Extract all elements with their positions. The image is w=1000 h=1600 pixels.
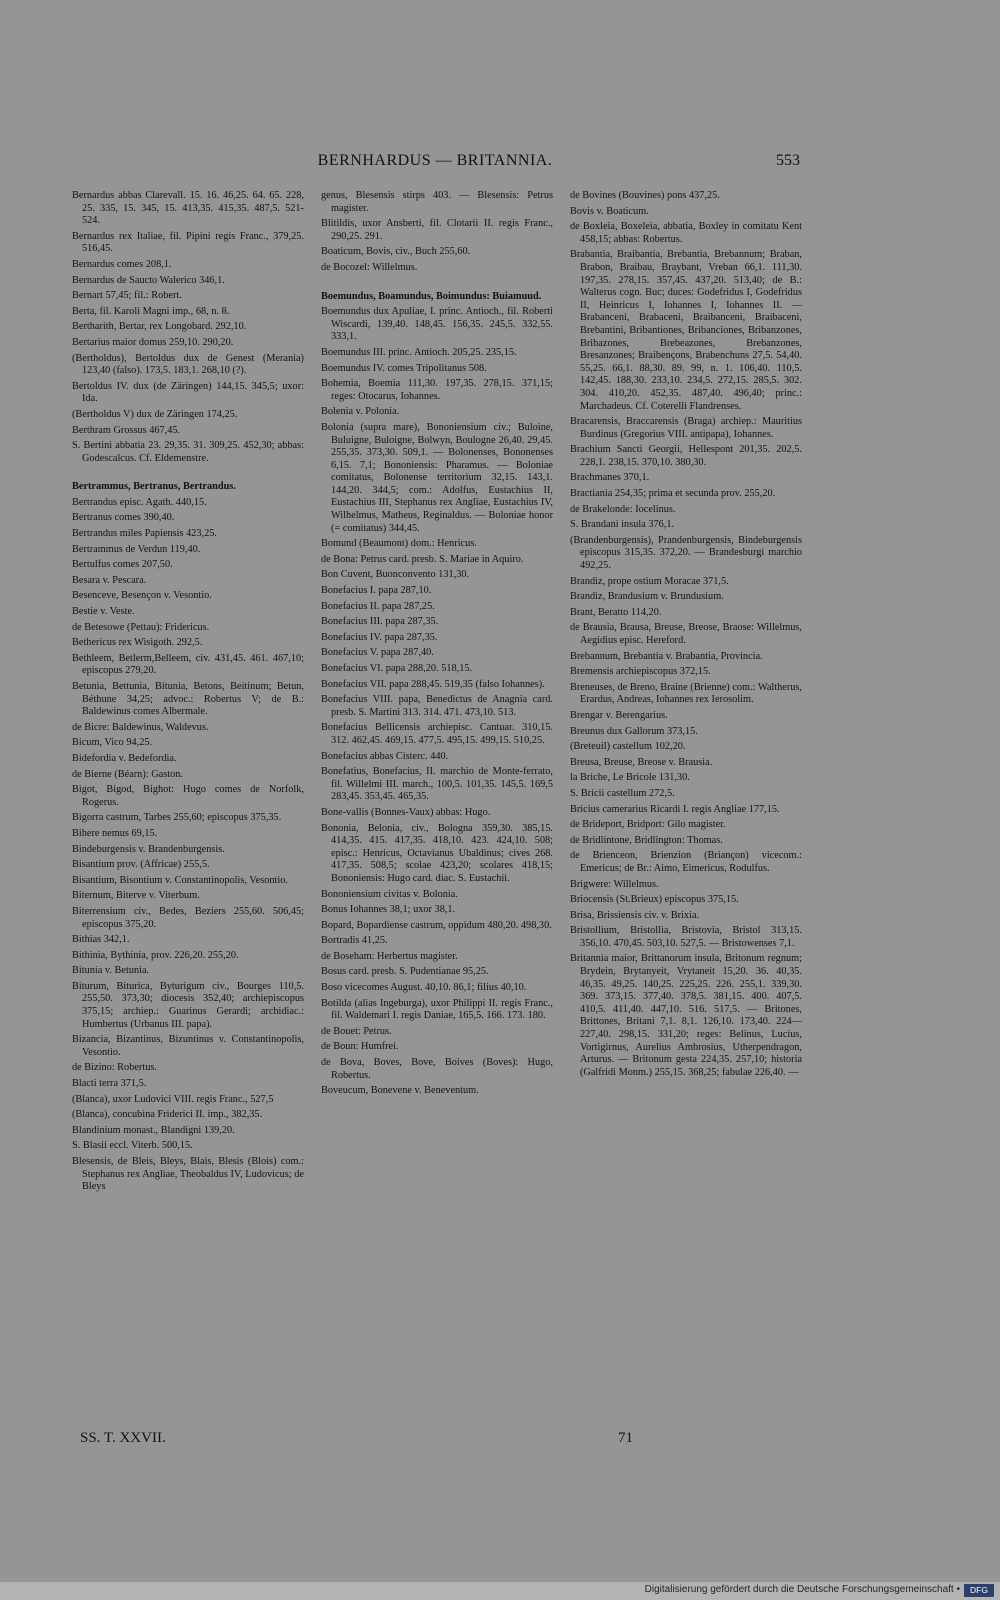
index-entry: de Boseham: Herbertus magister. (321, 950, 458, 962)
funding-text: Digitalisierung gefördert durch die Deutsche Forschungsgemeinschaft • (644, 1584, 960, 1595)
index-entry: Bremensis archiepiscopus 372,15. (570, 666, 711, 678)
index-entry: Bigorra castrum, Tarbes 255,60; episcopus 375,35. (72, 812, 282, 824)
index-columns (72, 190, 802, 1440)
index-entry: Biterrensium civ., Bedes, Beziers 255,60. 506,45; episcopus 375,20. (72, 905, 304, 930)
index-entry: Blandinium monast., Blandigni 139,20. (72, 1124, 235, 1136)
index-entry: de Brideport, Bridport: Gilo magister. (570, 819, 726, 831)
index-entry: de Bizino: Robertus. (72, 1062, 157, 1074)
index-entry: (Bertholdus V) dux de Zäringen 174,25. (72, 408, 238, 420)
index-entry: Bernardus abbas Clarevall. 15. 16. 46,25. 64. 65. 228, 25. 335, 15. 345, 15. 413,35. 415,35. 487,5. 521- 524. (72, 190, 304, 227)
index-entry: Brandiz, Brandusium v. Brundusium. (570, 591, 724, 603)
index-entry: Bisantium, Bisontium v. Constantinopolis, Vesontio. (72, 874, 288, 886)
index-entry: Boveucum, Bonevene v. Beneventum. (321, 1085, 479, 1097)
index-entry: genus, Blesensis stirps 403. — Blesensis: Petrus magister. (321, 190, 553, 214)
index-entry: Breunus dux Gallorum 373,15. (570, 725, 698, 737)
index-entry: Bertharith, Bertar, rex Longobard. 292,10. (72, 321, 247, 333)
page-number: 553 (776, 152, 800, 169)
index-entry: de Bridlintone, Bridlington: Thomas. (570, 834, 723, 846)
index-entry: Bononia, Belonia, civ., Bologna 359,30. 385,15. 414,35. 415. 417,35. 418,10. 423. 424,10. 508; episc.: Henricus, Octavianus Ubaldinus; cives 268. 417,35. 508,5; scolae 423,20; scolares 418,15; Bononiensis: Hugo card. diac. S. Eustachii. (321, 822, 553, 884)
index-entry: Biturum, Biturica, Byturigum civ., Bourges 110,5. 255,50. 373,30; diocesis 352,40; archiepiscopus 375,15; archiep.: Guarinus Gerardi; archidiac.: Humbertus (Urbanus III. papa). (72, 980, 304, 1030)
index-entry: Bonefacius Bellicensis archiepisc. Cantuar. 310,15. 312. 462,45. 469,15. 477,5. 495,15. 499,15. 510,25. (321, 722, 553, 746)
index-entry: Bracarensis, Braccarensis (Braga) archiep.: Mauritius Burdinus (Gregorius VIII. antipapa), Iohannes. (570, 416, 802, 440)
index-entry: Bihere nemus 69,15. (72, 827, 158, 839)
index-entry: Brisa, Brissiensis civ. v. Brixia. (570, 909, 700, 921)
index-entry: Bernardus comes 208,1. (72, 258, 172, 270)
index-entry: Bone-vallis (Bonnes-Vaux) abbas: Hugo. (321, 806, 491, 818)
index-entry: de Boxleia, Boxeleia, abbatia, Boxley in comitatu Kent 458,15; abbas: Robertus. (570, 221, 802, 245)
index-entry: Besara v. Pescara. (72, 574, 147, 586)
index-entry: S. Blasii eccl. Viterb. 500,15. (72, 1140, 193, 1152)
index-entry: (Bertholdus), Bertoldus dux de Genest (Merania) 123,40 (falso). 173,5. 183,1. 268,10 (?). (72, 352, 304, 377)
index-entry: Berta, fil. Karoli Magni imp., 68, n. 8. (72, 305, 230, 317)
index-entry: Boemundus dux Apuliae, I. princ. Antioch., fil. Roberti Wiscardi, 139,40. 148,45. 156,35. 245,5. 332,55. 333,1. (321, 306, 553, 343)
index-entry: Bernart 57,45; fil.: Robert. (72, 290, 182, 302)
page-title: BERNHARDUS — BRITANNIA. (317, 152, 553, 169)
index-entry: Bosus card. presb. S. Pudentianae 95,25. (321, 966, 489, 978)
index-entry: (Blanca), uxor Ludovici VIII. regis Franc., 527,5 (72, 1093, 274, 1105)
index-entry: Bolenia v. Polonia. (321, 406, 400, 418)
index-entry: Blesensis, de Bleis, Bleys, Blais, Blesis (Blois) com.: Stephanus rex Angliae, Theobaldus IV, Ludovicus; de Bleys (72, 1156, 304, 1193)
index-entry: Bonefacius I. papa 287,10. (321, 585, 432, 597)
index-entry: Bonefatius, Bonefacius, II. marchio de Monte-ferrato, fil. Willelmi III. march., 100,5. 101,35. 145,5. 169,5 283,45. 353,45. 465,35. (321, 766, 553, 803)
index-entry: (Breteuil) castellum 102,20. (570, 741, 686, 753)
index-entry: Bisantium prov. (Affricae) 255,5. (72, 859, 210, 871)
index-entry: Bertarius maior domus 259,10. 290,20. (72, 336, 234, 348)
index-entry: Bopard, Bopardiense castrum, oppidum 480,20. 498,30. (321, 919, 552, 931)
index-entry: Botilda (alias Ingeburga), uxor Philippi II. regis Franc., fil. Waldemari I. regis Daniae, 165,5. 166. 173. 180. (321, 997, 553, 1022)
index-entry: Berthram Grossus 467,45. (72, 424, 181, 436)
index-entry: Besenceve, Besençon v. Vesontio. (72, 590, 212, 602)
index-entry: Boemundus IV. comes Tripolitanus 508. (321, 362, 487, 374)
index-entry: Brandiz, prope ostium Moracae 371,5. (570, 575, 729, 587)
index-entry: Bon Cuvent, Buonconvento 131,30. (321, 569, 470, 581)
index-entry: Brant, Beratto 114,20. (570, 606, 662, 618)
index-entry: Bertrandus episc. Agath. 440,15. (72, 496, 207, 508)
index-entry: Bortradis 41,25. (321, 935, 388, 947)
index-entry: de Bovines (Bouvines) pons 437,25. (570, 190, 720, 201)
index-entry: Bonus Iohannes 38,1; uxor 38,1. (321, 904, 456, 916)
index-entry: Bithias 342,1. (72, 934, 130, 946)
index-entry: Bonefacius IV. papa 287,35. (321, 631, 438, 643)
index-entry: Bizancia, Bizantinus, Bizuntinus v. Constantinopolis, Vesontio. (72, 1034, 304, 1058)
index-entry: de Bouet: Petrus. (321, 1025, 392, 1037)
index-entry: Bristollium, Bristollia, Bristovia, Bristol 313,15. 356,10. 470,45. 503,10. 527,5. — Bristowenses 7,1. (570, 925, 802, 949)
index-entry: de Bova, Boves, Bove, Boives (Boves): Hugo, Robertus. (321, 1057, 553, 1081)
page-header (70, 152, 800, 174)
index-entry: de Bicre: Baldewinus, Waldevus. (72, 721, 209, 733)
index-entry: Boaticum, Bovis, civ., Buch 255,60. (321, 246, 471, 258)
index-entry: Bovis v. Boaticum. (570, 205, 649, 217)
index-entry: Bertulfus comes 207,50. (72, 559, 173, 571)
index-entry: Bononiensium civitas v. Bolonia. (321, 888, 458, 900)
index-entry: Boso vicecomes August. 40,10. 86,1; filius 40,10. (321, 982, 527, 994)
index-entry: de Bona: Petrus card. presb. S. Mariae in Aquiro. (321, 553, 524, 565)
index-entry: Bernardus de Saucto Walerico 346,1. (72, 274, 225, 286)
index-entry: Bonefacius V. papa 287,40. (321, 647, 434, 659)
index-entry: Brabantia, Braibantia, Brebantia, Brebannum; Braban, Brabon, Braibau, Braybant, Vreban 66,1. 111,30. 197,35. 278,15. 357,45. 437,20. 513,40; de B.: Walterus cogn. Buc; duces: Godefridus I, Godefridus II, Heinricus I, Iohannes I, Iohannes II. — Brabanceni, Brabaceni, Braibanceni, Braibaceni, Brebantini, Bribantiones, Bribanciones, Bribanzones, Bribazones, Brebeazones, Brebanzones, Bresanzones; Braibençons, Brabenchuns 27,5. 54,40. 55,25. 66,1. 88,30. 89. 99, n. 1. 106,40. 110,5. 142,45. 188,30. 233,10. 234,5. 272,15. 285,5. 302. 304. 410,20. 452,35. 487,40. 496,40; princ.: Marchadeus. Cf. Coterelli Flandrenses. (570, 249, 802, 412)
index-column-2 (321, 190, 553, 1440)
index-entry: Breusa, Breuse, Breose v. Brausia. (570, 756, 713, 768)
index-entry: Bohemia, Boemia 111,30. 197,35. 278,15. 371,15; reges: Otocarus, Iohannes. (321, 378, 553, 402)
index-entry: Bitunia v. Betunia. (72, 965, 150, 977)
index-column-3 (570, 190, 802, 1440)
index-entry: Bethericus rex Wisigoth. 292,5. (72, 637, 203, 649)
index-entry: S. Bertini abbatia 23. 29,35. 31. 309,25. 452,30; abbas: Godescalcus. Cf. Eldemenstre. (72, 440, 304, 464)
index-entry: de Betesowe (Pettau): Fridericus. (72, 621, 210, 633)
index-heading: Boemundus, Boamundus, Boimundus: Buiamuud. (321, 290, 542, 302)
dfg-logo: DFG (964, 1584, 994, 1597)
index-entry: la Briche, Le Bricole 131,30. (570, 772, 690, 784)
index-entry: (Brandenburgensis), Prandenburgensis, Bindeburgensis episcopus 315,35. 372,20. — Brandesburgi marchio 492,25. (570, 534, 802, 572)
index-entry: Biternum, Biterve v. Viterbum. (72, 890, 200, 902)
index-entry: Brachmanes 370,1. (570, 472, 650, 484)
index-entry: de Bocozel: Willelmus. (321, 261, 418, 273)
index-entry: Bicum, Vico 94,25. (72, 737, 153, 749)
index-entry: (Blanca), concubina Friderici II. imp., 382,35. (72, 1109, 263, 1121)
index-entry: Bidefordia v. Bedefordia. (72, 752, 177, 764)
sheet-number: 71 (618, 1430, 633, 1446)
index-entry: Blacti terra 371,5. (72, 1078, 147, 1090)
index-entry: Betunia, Bettunia, Bitunia, Betons, Beitinum; Betun, Béthune 34,25; advoc.: Robertus V; de B.: Baldewinus comes Albermale. (72, 681, 304, 718)
index-entry: Bertrammus de Verdun 119,40. (72, 543, 201, 555)
index-entry: Bonefacius abbas Cisterc. 440. (321, 750, 449, 762)
index-entry: Bonefacius III. papa 287,35. (321, 616, 439, 628)
index-entry: Bithinia, Bythinia, prov. 226,20. 255,20. (72, 949, 239, 961)
index-entry: Bethleem, Betlerm,Belleem, civ. 431,45. 461. 467,10; episcopus 279,20. (72, 652, 304, 677)
index-entry: de Brausia, Brausa, Breuse, Breose, Braose: Willelmus, Aegidius episc. Hereford. (570, 622, 802, 646)
index-entry: Bonefacius II. papa 287,25. (321, 600, 435, 612)
index-entry: Bonefacius VI. papa 288,20. 518,15. (321, 663, 473, 674)
index-entry: Bertoldus IV. dux (de Zäringen) 144,15. 345,5; uxor: Ida. (72, 380, 304, 405)
index-entry: Brebannum, Brebantia v. Brabantia, Provincia. (570, 650, 763, 662)
index-entry: Bricius camerarius Ricardi I. regis Angliae 177,15. (570, 803, 780, 815)
funding-footer (0, 1582, 1000, 1600)
index-entry: de Brakelonde: Iocelinus. (570, 503, 676, 515)
index-entry: Breneuses, de Breno, Braine (Brienne) com.: Waltherus, Erardus, Andreas, Iohannes rex Ierosolim. (570, 681, 802, 706)
index-entry: Britannia maior, Brittanorum insula, Britonum regnum; Brydein, Brytanyeit, Vrytaneit 15,20. 36. 40,35. 46,35. 49,25. 140,25. 225,25. 226. 255,1. 339,30. 369. 373,15. 377,40. 378,5. 381,15. 400. 407,5. 410,5. 411,40. 447,10. 516. 517,5. — Britones, Brittones, Britani 7,1. 8,1. 126,10. 173,40. 224—227,40. 298,15. 331,20; reges: Belinus, Lucius, Vortigirnus, Aurelius Ambrosius, Utherpendragon, Arturus. — Britonum gesta 224,35. 257,10; historia (Galfridi Monm.) 255,15. 368,25; fabulae 226,40. — (570, 953, 802, 1078)
index-entry: Bertrandus miles Papiensis 423,25. (72, 528, 218, 540)
volume-signature: SS. T. XXVII. (80, 1430, 166, 1446)
index-entry: Bonefacius VIII. papa, Benedictus de Anagnia card. presb. S. Martini 313. 314. 471. 473,10. 513. (321, 694, 553, 718)
index-entry: Bestie v. Veste. (72, 606, 135, 618)
index-entry: de Brienceon, Brienzion (Briançon) vicecom.: Emericus; de Br.: Aimo, Eimericus, Rodulfus. (570, 850, 802, 874)
index-entry: Bractiania 254,35; prima et secunda prov. 255,20. (570, 488, 776, 500)
index-entry: Bolonia (supra mare), Bononiensium civ.; Buloine, Buluigne, Buloigne, Bolwyn, Boulogne 26,40. 29,45. 255,35. 373,30. 509,1. — Bolonenses, Bononenses 6,15. 7,1; Bononiensis: Pharamus. — Boloniae comitatus, Bolonense territorium 32,15. 143,1. 144,20. 344,5; com.: Adolfus, Eustachius II, Eustachius III, Stephanus rex Angliae, Eustachius IV, Wilhelmus, Matheus, Reginaldus. — Boloniae honor (= comitatus) 344,45. (321, 421, 553, 534)
index-entry: de Bierne (Béarn): Gaston. (72, 768, 183, 780)
index-entry: Bertranus comes 390,40. (72, 512, 175, 524)
index-entry: Brigwere: Willelmus. (570, 878, 659, 890)
index-entry: Briocensis (St.Brieux) episcopus 375,15. (570, 894, 739, 906)
index-entry: Bonefacius VII. papa 288,45. 519,35 (falso Iohannes). (321, 678, 545, 690)
index-entry: de Boun: Humfrei. (321, 1041, 399, 1053)
index-entry: Bomund (Beaumont) dom.: Henricus. (321, 538, 477, 550)
index-entry: S. Brandani insula 376,1. (570, 519, 675, 531)
index-entry: Bigot, Bigod, Bighot: Hugo comes de Norfolk, Rogerus. (72, 784, 304, 808)
index-entry: Boemundus III. princ. Antioch. 205,25. 235,15. (321, 346, 517, 358)
index-entry: S. Bricii castellum 272,5. (570, 787, 675, 799)
index-entry: Bernardus rex Italiae, fil. Pipini regis Franc., 379,25. 516,45. (72, 230, 304, 255)
index-entry: Bindeburgensis v. Brandenburgensis. (72, 843, 225, 855)
index-entry: Blitildis, uxor Ansberti, fil. Clotarii II. regis Franc., 290,25. 291. (321, 218, 553, 242)
index-entry: Brachium Sancti Georgii, Hellespont 201,35. 202,5. 228,1. 238,15. 370,10. 380,30. (570, 444, 802, 468)
index-entry: Brengar v. Berengarius. (570, 709, 668, 721)
index-heading: Bertrammus, Bertranus, Bertrandus. (72, 481, 236, 493)
index-column-1 (72, 190, 304, 1440)
